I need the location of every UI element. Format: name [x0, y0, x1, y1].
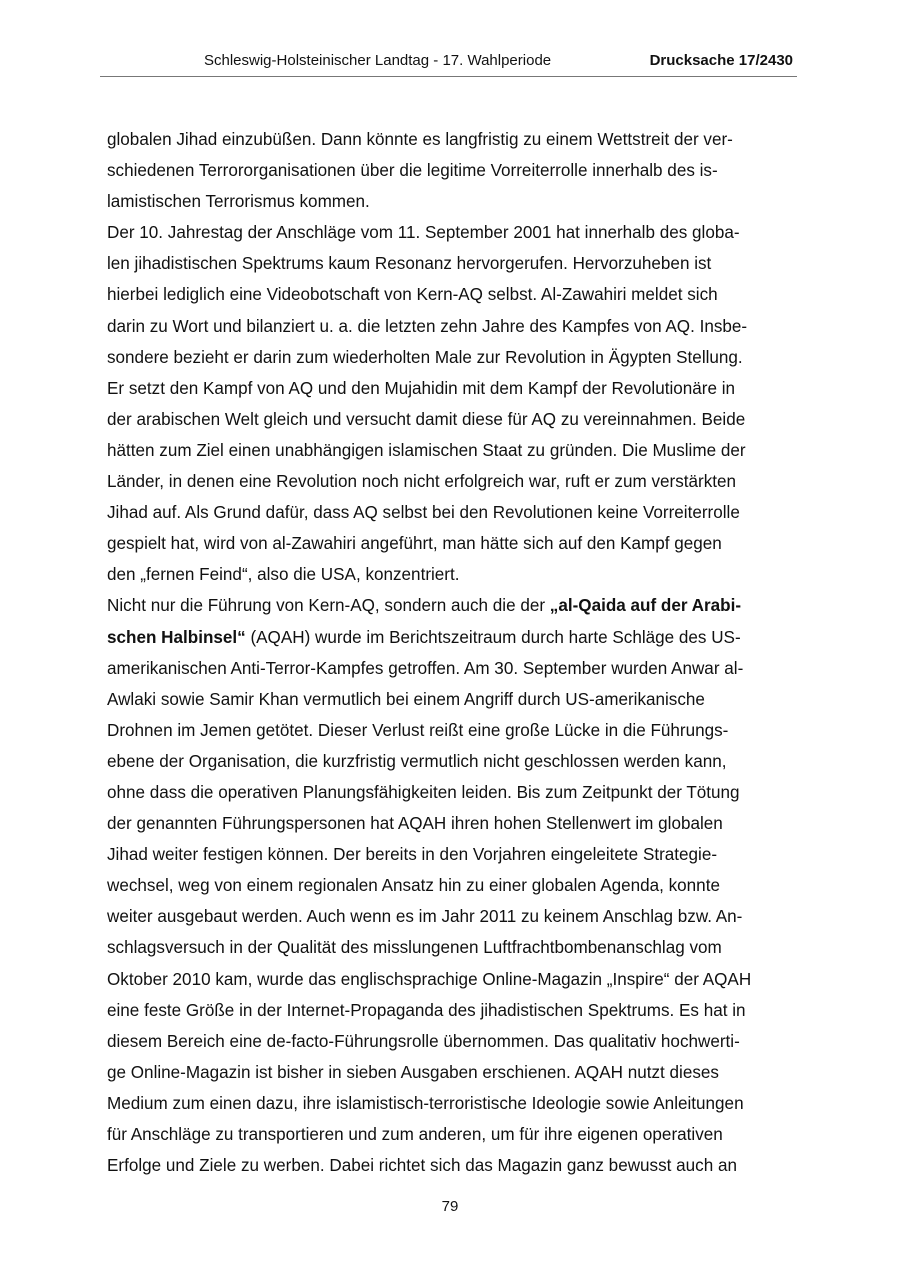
text-line: Jihad auf. Als Grund dafür, dass AQ selbst bei den Revolutionen keine Vorreiterrolle: [107, 503, 740, 523]
text-line: der genannten Führungspersonen hat AQAH ihren hohen Stellenwert im globalen: [107, 814, 723, 834]
text-run: (AQAH) wurde im Berichtszeitraum durch harte Schläge des US-: [245, 627, 741, 647]
text-line-with-bold: [107, 590, 797, 621]
text-line: gespielt hat, wird von al-Zawahiri angeführt, man hätte sich auf den Kampf gegen: [107, 534, 722, 554]
text-line: amerikanischen Anti-Terror-Kampfes getroffen. Am 30. September wurden Anwar al-: [107, 658, 744, 678]
header-rule: [100, 76, 797, 77]
text-line: der arabischen Welt gleich und versucht damit diese für AQ zu vereinnahmen. Beide: [107, 409, 746, 429]
text-line: Der 10. Jahrestag der Anschläge vom 11. September 2001 hat innerhalb des globa-: [107, 223, 740, 243]
text-line: Länder, in denen eine Revolution noch nicht erfolgreich war, ruft er zum verstärkten: [107, 472, 737, 492]
text-line: Erfolge und Ziele zu werben. Dabei richtet sich das Magazin ganz bewusst auch an: [107, 1156, 737, 1176]
text-line: eine feste Größe in der Internet-Propaganda des jihadistischen Spektrums. Es hat in: [107, 1000, 746, 1020]
bold-term: schen Halbinsel“: [107, 627, 246, 647]
bold-term: „al-Qaida auf der Arabi-: [549, 596, 742, 616]
text-line: len jihadistischen Spektrums kaum Resonanz hervorgerufen. Hervorzuheben ist: [107, 254, 712, 274]
text-line: ge Online-Magazin ist bisher in sieben Ausgaben erschienen. AQAH nutzt dieses: [107, 1062, 719, 1082]
text-line: Drohnen im Jemen getötet. Dieser Verlust reißt eine große Lücke in die Führungs-: [107, 720, 729, 740]
text-line-with-bold: [107, 622, 797, 653]
text-line: für Anschläge zu transportieren und zum anderen, um für ihre eigenen operativen: [107, 1125, 723, 1144]
text-line: diesem Bereich eine de-facto-Führungsrolle übernommen. Das qualitativ hochwerti-: [107, 1031, 740, 1051]
text-line: ohne dass die operativen Planungsfähigkeiten leiden. Bis zum Zeitpunkt der Tötung: [107, 782, 740, 802]
page-header: [100, 52, 797, 74]
text-line: Awlaki sowie Samir Khan vermutlich bei einem Angriff durch US-amerikanische: [107, 689, 705, 709]
text-line: Jihad weiter festigen können. Der bereits in den Vorjahren eingeleitete Strategie-: [107, 845, 718, 865]
text-line: hätten zum Ziel einen unabhängigen islamischen Staat zu gründen. Die Muslime der: [107, 440, 746, 460]
text-line: sondere bezieht er darin zum wiederholten Male zur Revolution in Ägypten Stellung.: [107, 347, 743, 367]
page-number: 79: [441, 1198, 459, 1215]
text-line: schlagsversuch in der Qualität des misslungenen Luftfrachtbombenanschlag vom: [107, 938, 722, 958]
text-run: Nicht nur die Führung von Kern-AQ, sondern auch die der: [107, 596, 550, 616]
text-line: hierbei lediglich eine Videobotschaft von Kern-AQ selbst. Al-Zawahiri meldet sich: [107, 285, 718, 305]
text-line: globalen Jihad einzubüßen. Dann könnte es langfristig zu einem Wettstreit der ver-: [107, 130, 733, 149]
document-number: Drucksache 17/2430: [649, 52, 793, 69]
text-line: wechsel, weg von einem regionalen Ansatz hin zu einer globalen Agenda, konnte: [107, 876, 720, 896]
text-line: lamistischen Terrorismus kommen.: [107, 192, 370, 212]
text-line: schiedenen Terrororganisationen über die legitime Vorreiterrolle innerhalb des is-: [107, 161, 718, 181]
header-title: Schleswig-Holsteinischer Landtag - 17. Wahlperiode: [204, 52, 552, 69]
body-text: [107, 124, 797, 1181]
text-line: den „fernen Feind“, also die USA, konzentriert.: [107, 565, 460, 585]
text-line: Er setzt den Kampf von AQ und den Mujahidin mit dem Kampf der Revolutionäre in: [107, 378, 736, 398]
text-line: ebene der Organisation, die kurzfristig vermutlich nicht geschlossen werden kann,: [107, 751, 727, 771]
text-line: weiter ausgebaut werden. Auch wenn es im Jahr 2011 zu keinem Anschlag bzw. An-: [107, 907, 743, 927]
text-line: Medium zum einen dazu, ihre islamistisch-terroristische Ideologie sowie Anleitungen: [107, 1093, 744, 1113]
text-line: Oktober 2010 kam, wurde das englischsprachige Online-Magazin „Inspire“ der AQAH: [107, 969, 752, 989]
text-line: darin zu Wort und bilanziert u. a. die letzten zehn Jahre des Kampfes von AQ. Insbe-: [107, 316, 748, 336]
